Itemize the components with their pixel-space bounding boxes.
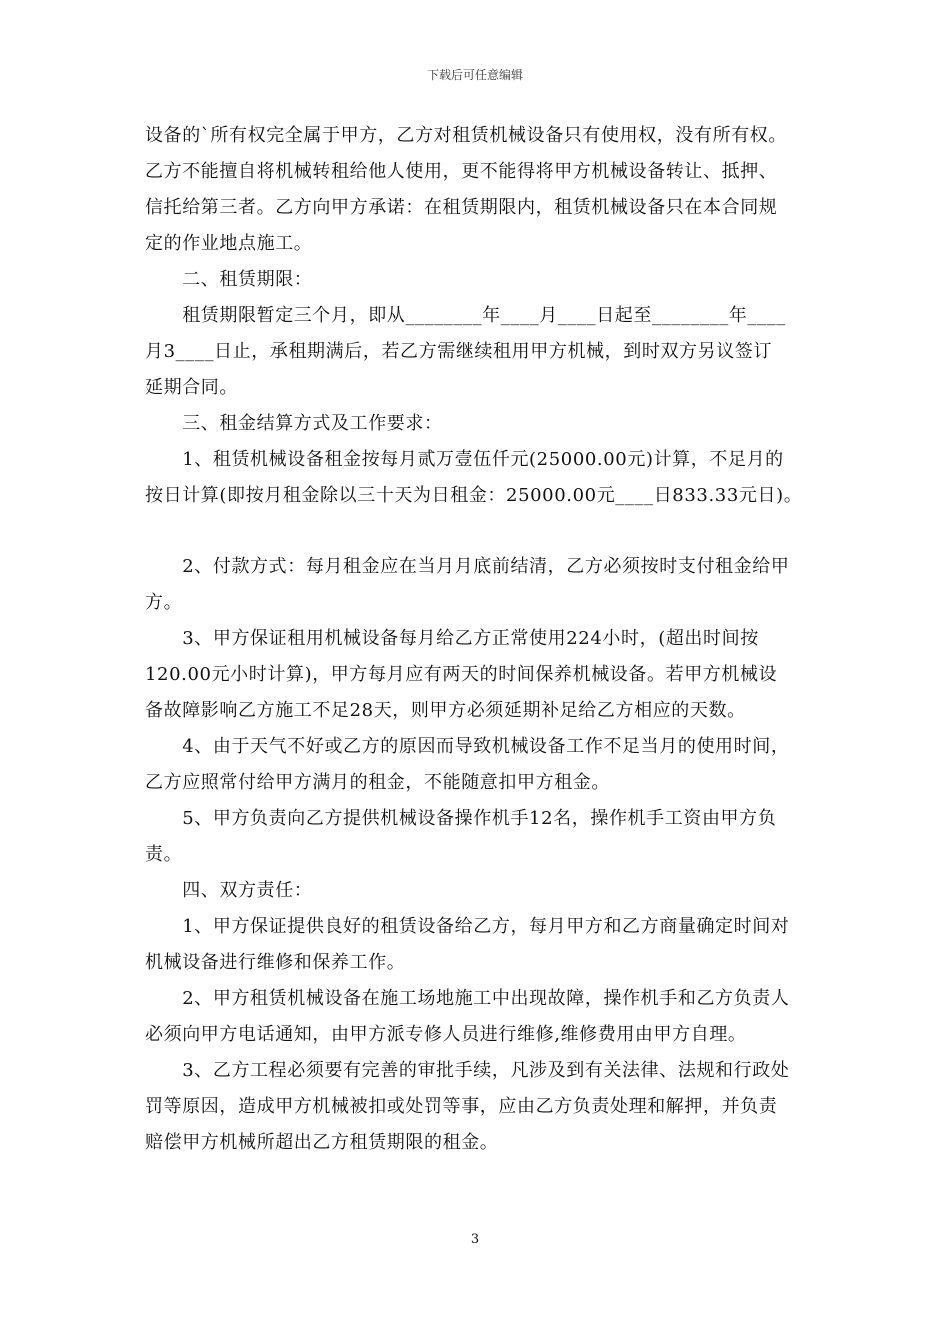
- text-line: 1、甲方保证提供良好的租赁设备给乙方，每月甲方和乙方商量确定时间对: [145, 916, 790, 937]
- text-line: 赔偿甲方机械所超出乙方租赁期限的租金。: [145, 1132, 499, 1153]
- text-line: 延期合同。: [145, 377, 238, 398]
- text-line: 按日计算(即按月租金除以三十天为日租金：25000.00元____日833.33元日)。: [145, 485, 803, 506]
- section-heading-payment: 三、租金结算方式及工作要求：: [145, 413, 443, 434]
- text-line: 必须向甲方电话通知，由甲方派专修人员进行维修,维修费用由甲方自理。: [145, 1024, 747, 1045]
- text-line: 责。: [145, 844, 183, 865]
- text-line: 月3____日止，承租期满后，若乙方需继续租用甲方机械，到时双方另议签订: [145, 341, 773, 362]
- text-line: 信托给第三者。乙方向甲方承诺：在租赁期限内，租赁机械设备只在本合同规: [145, 197, 778, 218]
- text-line: 3、甲方保证租用机械设备每月给乙方正常使用224小时，(超出时间按: [145, 628, 759, 649]
- text-line: 乙方应照常付给甲方满月的租金，不能随意扣甲方租金。: [145, 772, 610, 793]
- text-line: 4、由于天气不好或乙方的原因而导致机械设备工作不足当月的使用时间，: [145, 736, 790, 757]
- text-line: 3、乙方工程必须要有完善的审批手续，凡涉及到有关法律、法规和行政处: [145, 1060, 790, 1081]
- text-line: 定的作业地点施工。: [145, 233, 313, 254]
- text-line: 备故障影响乙方施工不足28天，则甲方必须延期补足给乙方相应的天数。: [145, 700, 746, 721]
- text-line: 5、甲方负责向乙方提供机械设备操作机手12名，操作机手工资由甲方负: [145, 808, 777, 829]
- text-line: 机械设备进行维修和保养工作。: [145, 952, 406, 973]
- text-line: 2、付款方式：每月租金应在当月月底前结清，乙方必须按时支付租金给甲: [145, 556, 790, 577]
- text-line: 设备的`所有权完全属于甲方，乙方对租赁机械设备只有使用权，没有所有权。: [145, 125, 787, 146]
- text-line: 方。: [145, 592, 183, 613]
- text-line: 2、甲方租赁机械设备在施工场地施工中出现故障，操作机手和乙方负责人: [145, 988, 790, 1009]
- text-line: 1、租赁机械设备租金按每月贰万壹伍仟元(25000.00元)计算，不足月的: [145, 449, 784, 470]
- page-number: 3: [470, 1232, 480, 1247]
- text-line: 乙方不能擅自将机械转租给他人使用，更不能得将甲方机械设备转让、抵押、: [145, 161, 778, 182]
- text-line: 120.00元小时计算)，甲方每月应有两天的时间保养机械设备。若甲方机械设: [145, 664, 778, 685]
- paragraph-gap: [145, 514, 807, 549]
- page-header: 下载后可任意编辑: [426, 68, 523, 82]
- text-line: 租赁期限暂定三个月，即从________年____月____日起至________年____: [145, 305, 786, 326]
- section-heading-responsibilities: 四、双方责任：: [145, 880, 313, 901]
- section-heading-lease-term: 二、租赁期限：: [145, 269, 313, 290]
- text-line: 罚等原因，造成甲方机械被扣或处罚等事，应由乙方负责处理和解押，并负责: [145, 1096, 778, 1117]
- document-body: [145, 118, 807, 1161]
